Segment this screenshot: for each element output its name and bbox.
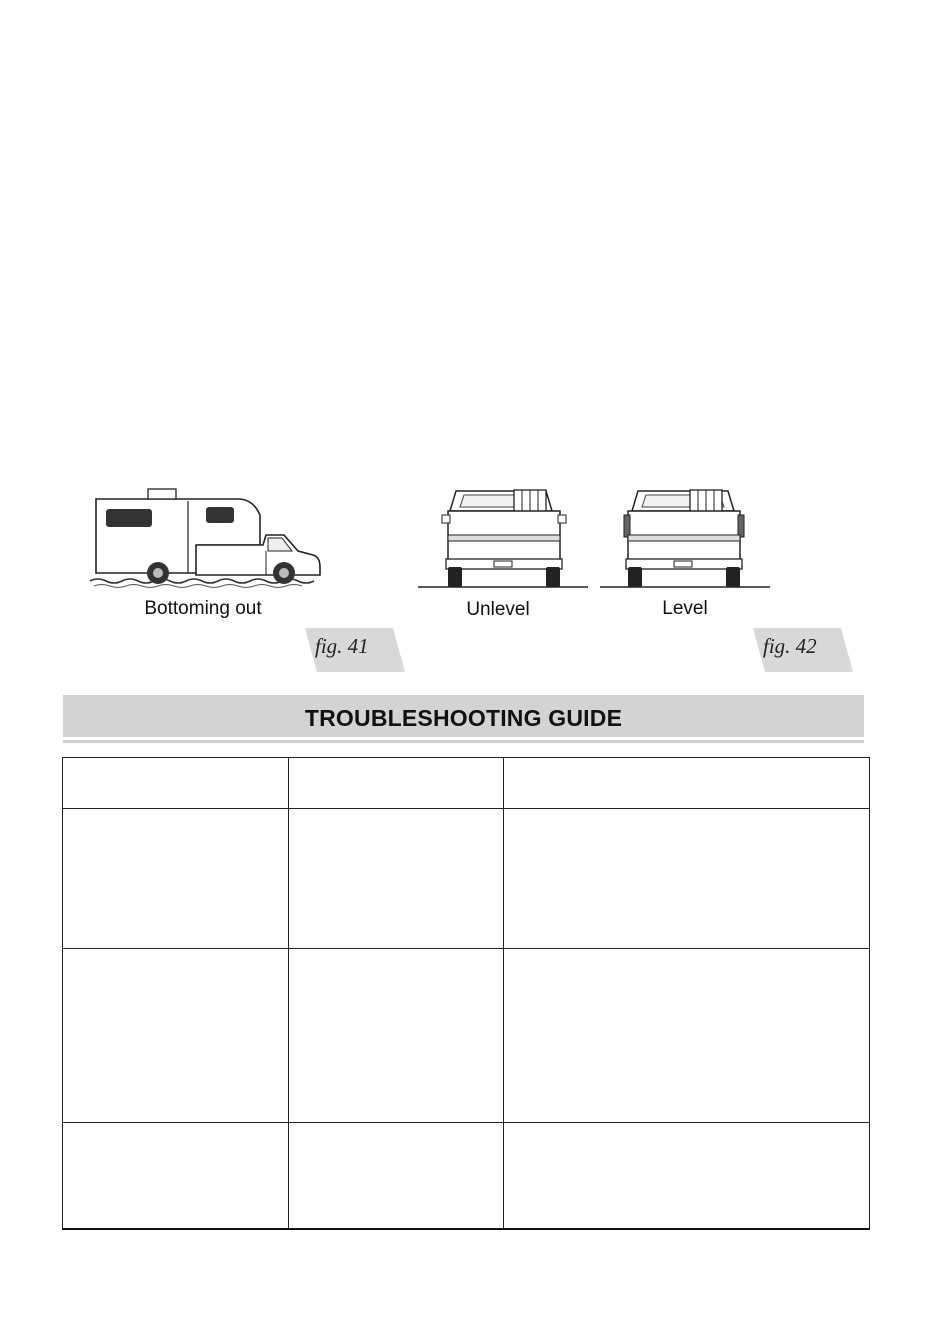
table-row xyxy=(63,809,870,949)
header-cell xyxy=(289,758,504,809)
table-cell xyxy=(289,949,504,1123)
header-cell xyxy=(504,758,870,809)
table-cell xyxy=(504,949,870,1123)
table-row xyxy=(63,949,870,1123)
table-cell xyxy=(504,809,870,949)
guide-title-band xyxy=(63,695,864,737)
table-cell xyxy=(289,809,504,949)
guide-title-rule xyxy=(63,740,864,743)
unlevel-caption: Unlevel xyxy=(466,599,530,620)
fig41-label: fig. 41 xyxy=(315,634,369,658)
fig41-caption: Bottoming out xyxy=(144,598,262,619)
guide-title: TROUBLESHOOTING GUIDE xyxy=(304,705,623,731)
table-row xyxy=(63,1123,870,1229)
truck-rear-level-illustration xyxy=(600,485,770,590)
table-cell xyxy=(63,809,289,949)
fig42-tag xyxy=(753,628,853,672)
troubleshooting-table xyxy=(62,757,870,1230)
table-cell xyxy=(289,1123,504,1229)
table-cell xyxy=(504,1123,870,1229)
fig42-label: fig. 42 xyxy=(763,634,817,658)
header-cell xyxy=(63,758,289,809)
table-header-row xyxy=(63,758,870,809)
table-cell xyxy=(63,1123,289,1229)
truck-rear-unlevel-illustration xyxy=(418,485,588,590)
level-caption: Level xyxy=(662,598,708,619)
camper-bottoming-out-illustration xyxy=(88,485,323,590)
fig41-tag xyxy=(305,628,405,672)
table-cell xyxy=(63,949,289,1123)
